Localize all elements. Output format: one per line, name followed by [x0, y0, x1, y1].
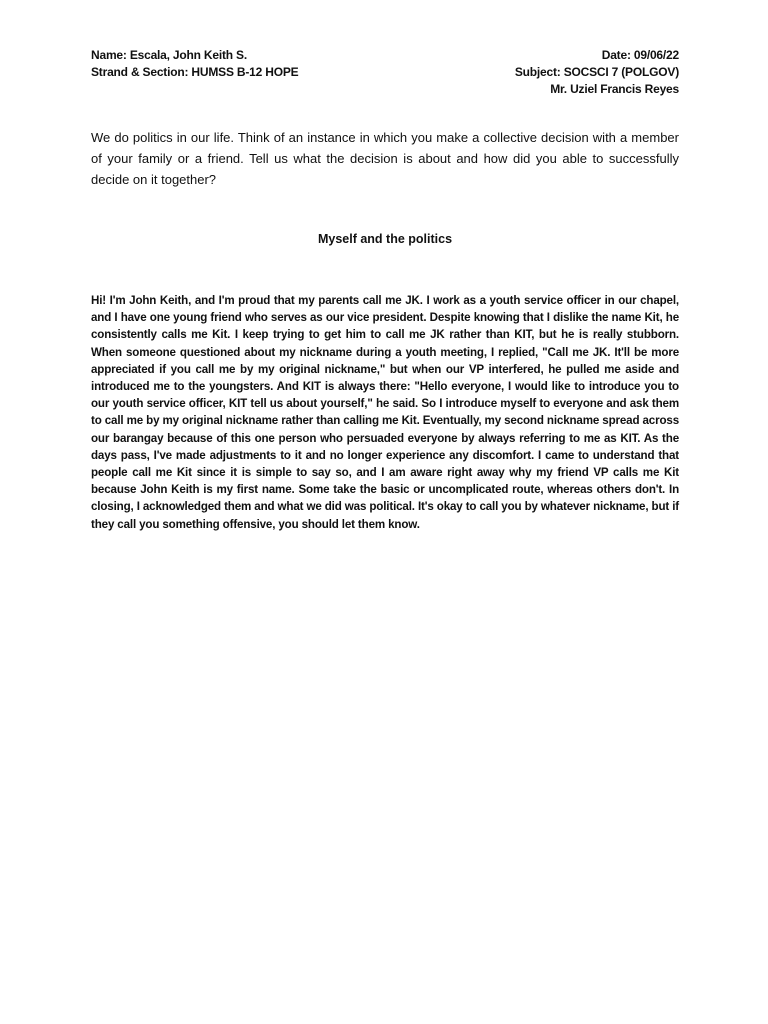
- date: Date: 09/06/22: [601, 48, 679, 62]
- teacher-name: Mr. Uziel Francis Reyes: [550, 82, 679, 96]
- student-name: Name: Escala, John Keith S.: [91, 48, 247, 62]
- subject: Subject: SOCSCI 7 (POLGOV): [514, 65, 679, 79]
- header-row-1: [91, 47, 679, 64]
- header-row-3: [91, 81, 679, 98]
- strand-section: Strand & Section: HUMSS B-12 HOPE: [91, 65, 299, 79]
- essay-body: Hi! I'm John Keith, and I'm proud that my parents call me JK. I work as a youth service officer in our chapel, and I have one young friend who serves as our vice president. Despite knowing that I dislike the name Kit, he consistently calls me Kit. I keep trying to get him to call me JK rather than KIT, but he is really stubborn. When someone questioned about my nickname during a youth meeting, I replied, "Call me JK. It'll be more appreciated if you call me by my original nickname," but when our VP interfered, he pulled me aside and introduced me to the youngsters. And KIT is always there: "Hello everyone, I would like to introduce you to our youth service officer, KIT tell us about yourself," he said. So I introduce myself to everyone and ask them to call me by my original nickname rather than calling me Kit. Eventually, my second nickname spread across our barangay because of this one person who persuaded everyone by always referring to me as KIT. As the days pass, I've made adjustments to it and no longer experience any discomfort. I came to understand that people call me Kit since it is simple to say so, and I am aware right away why my friend VP calls me Kit because John Keith is my first name. Some take the basic or uncomplicated route, whereas others don't. In closing, I acknowledged them and what we did was political. It's okay to call you by whatever nickname, but if they call you something offensive, you should let them know.: [91, 294, 679, 531]
- document-header: [91, 47, 679, 98]
- assignment-prompt: We do politics in our life. Think of an instance in which you make a collective decision with a member of your family or a friend. Tell us what the decision is about and how did you able to successfully decide on it together?: [91, 130, 679, 187]
- header-row-2: [91, 64, 679, 81]
- essay-title: Myself and the politics: [317, 232, 453, 246]
